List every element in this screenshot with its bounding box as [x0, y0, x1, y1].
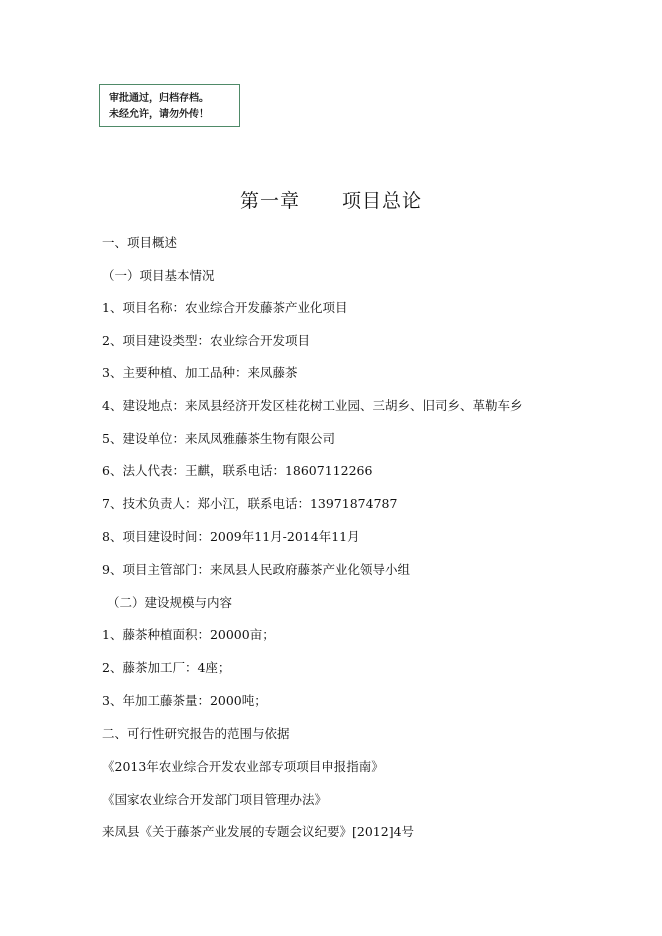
- list-item-legal-rep: 6、法人代表：王麒，联系电话：18607112266: [102, 463, 373, 478]
- list-item-planting-area: 1、藤茶种植面积：20000亩；: [102, 627, 275, 642]
- list-item-department: 9、项目主管部门：来凤县人民政府藤茶产业化领导小组: [102, 562, 410, 577]
- list-item-project-type: 2、项目建设类型：农业综合开发项目: [102, 333, 310, 348]
- notice-line-2: 未经允许，请勿外传！: [109, 109, 209, 120]
- reference-management-measures: 《国家农业综合开发部门项目管理办法》: [102, 792, 328, 807]
- subsection-heading-scale: （二）建设规模与内容: [107, 595, 233, 610]
- approval-notice-box: [99, 84, 240, 127]
- list-item-project-name: 1、项目名称：农业综合开发藤茶产业化项目: [102, 300, 348, 315]
- list-item-main-varieties: 3、主要种植、加工品种：来凤藤茶: [102, 365, 298, 380]
- list-item-builder: 5、建设单位：来凤凤雅藤茶生物有限公司: [102, 431, 335, 446]
- chapter-title: [0, 186, 662, 213]
- reference-guide: 《2013年农业综合开发农业部专项项目申报指南》: [102, 759, 384, 774]
- list-item-annual-output: 3、年加工藤茶量：2000吨；: [102, 693, 267, 708]
- notice-line-1: 审批通过，归档存档。: [109, 93, 209, 104]
- list-item-period: 8、项目建设时间：2009年11月-2014年11月: [102, 529, 360, 544]
- list-item-factories: 2、藤茶加工厂：4座；: [102, 660, 231, 675]
- list-item-tech-lead: 7、技术负责人：郑小江，联系电话：13971874787: [102, 496, 398, 511]
- chapter-heading: 项目总论: [342, 190, 423, 212]
- list-item-location: 4、建设地点：来凤县经济开发区桂花树工业园、三胡乡、旧司乡、革勒车乡: [102, 398, 523, 413]
- chapter-number: 第一章: [239, 190, 300, 212]
- section-heading-scope: 二、可行性研究报告的范围与依据: [102, 726, 290, 741]
- subsection-heading-basic-info: （一）项目基本情况: [102, 268, 215, 283]
- reference-meeting-minutes: 来凤县《关于藤茶产业发展的专题会议纪要》[2012]4号: [102, 824, 415, 839]
- section-heading-overview: 一、项目概述: [102, 235, 178, 250]
